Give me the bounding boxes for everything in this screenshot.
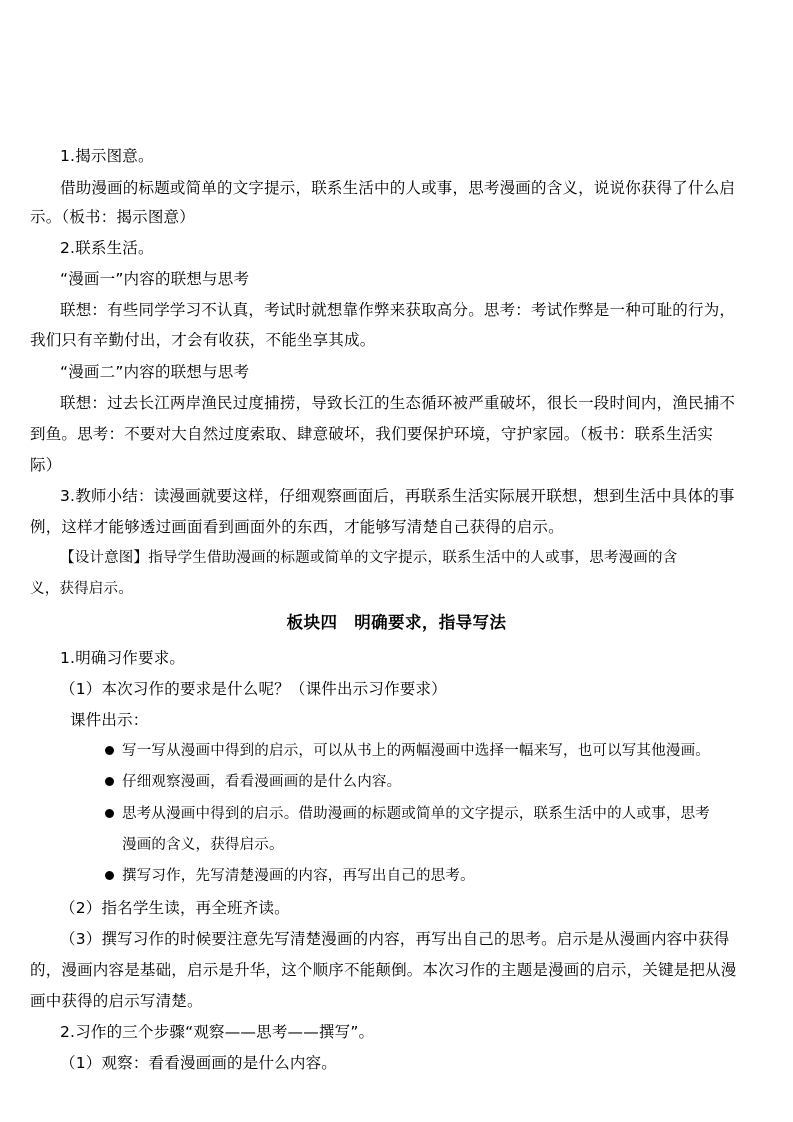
- bullet-item-3-line-1: 思考从漫画中得到的启示。借助漫画的标题或简单的文字提示，联系生活中的人或事，思考: [122, 806, 710, 822]
- steps-title: 2.习作的三个步骤“观察——思考——撰写”。: [60, 1023, 375, 1041]
- block-four-heading: 板块四 明确要求，指导写法: [286, 613, 507, 632]
- design-intent-line-2: 义，获得启示。: [30, 581, 133, 597]
- requirements-question-3-line-3: 画中获得的启示写清楚。: [30, 992, 203, 1010]
- design-intent-line-1: 【设计意图】指导学生借助漫画的标题或简单的文字提示，联系生活中的人或事，思考漫画的含: [60, 550, 678, 566]
- section-reveal-paragraph-line-2: 示。（板书：揭示图意）: [30, 208, 195, 226]
- comic-two-paragraph-line-1: 联想：过去长江两岸渔民过度捕捞，导致长江的生态循环被严重破坏，很长一段时间内，渔民捕不: [60, 394, 736, 412]
- bullet-item-2: 仔细观察漫画，看看漫画画的是什么内容。: [122, 774, 402, 790]
- requirements-question-3-line-2: 的，漫画内容是基础，启示是升华，这个顺序不能颠倒。本次习作的主题是漫画的启示，关键是把从漫: [30, 961, 737, 979]
- teacher-summary-line-2: 例，这样才能够透过画面看到画面外的东西，才能够写清楚自己获得的启示。: [30, 518, 564, 536]
- bullet-dot-icon: [105, 777, 114, 786]
- bullet-dot-icon: [105, 871, 114, 880]
- comic-one-title: “漫画一”内容的联想与思考: [60, 270, 250, 288]
- requirements-title: 1.明确习作要求。: [60, 649, 186, 667]
- comic-one-paragraph-line-1: 联想：有些同学学习不认真，考试时就想靠作弊来获取高分。思考：考试作弊是一种可耻的行为，: [60, 301, 736, 319]
- bullet-item-1: 写一写从漫画中得到的启示，可以从书上的两幅漫画中选择一幅来写，也可以写其他漫画。: [122, 743, 710, 759]
- section-reveal-paragraph-line-1: 借助漫画的标题或简单的文字提示，联系生活中的人或事，思考漫画的含义，说说你获得了什么启: [60, 179, 736, 197]
- bullet-item-3-line-2: 漫画的含义，获得启示。: [122, 837, 284, 853]
- comic-two-title: “漫画二”内容的联想与思考: [60, 363, 250, 381]
- requirements-question-1: （1）本次习作的要求是什么呢？（课件出示习作要求）: [60, 680, 447, 698]
- comic-two-paragraph-line-3: 际）: [30, 456, 62, 474]
- comic-one-paragraph-line-2: 我们只有辛勤付出，才会有收获，不能坐享其成。: [30, 331, 376, 349]
- comic-two-paragraph-line-2: 到鱼。思考：不要对大自然过度索取、肆意破坏，我们要保护环境，守护家园。（板书：联系生活实: [30, 425, 714, 443]
- requirements-question-2: （2）指名学生读，再全班齐读。: [60, 899, 290, 917]
- teacher-summary-line-1: 3.教师小结：读漫画就要这样，仔细观察画面后，再联系生活实际展开联想，想到生活中具体的事: [60, 487, 735, 505]
- bullet-dot-icon: [105, 746, 114, 755]
- bullet-item-4: 撰写习作，先写清楚漫画的内容，再写出自己的思考。: [122, 868, 475, 884]
- bullet-dot-icon: [105, 809, 114, 818]
- steps-observe: （1）观察：看看漫画画的是什么内容。: [60, 1054, 337, 1072]
- section-life-title: 2.联系生活。: [60, 239, 154, 257]
- requirements-question-3-line-1: （3）撰写习作的时候要注意先写清楚漫画的内容，再写出自己的思考。启示是从漫画内容中获得: [60, 930, 730, 948]
- courseware-label: 课件出示：: [70, 711, 149, 729]
- section-reveal-title: 1.揭示图意。: [60, 147, 154, 165]
